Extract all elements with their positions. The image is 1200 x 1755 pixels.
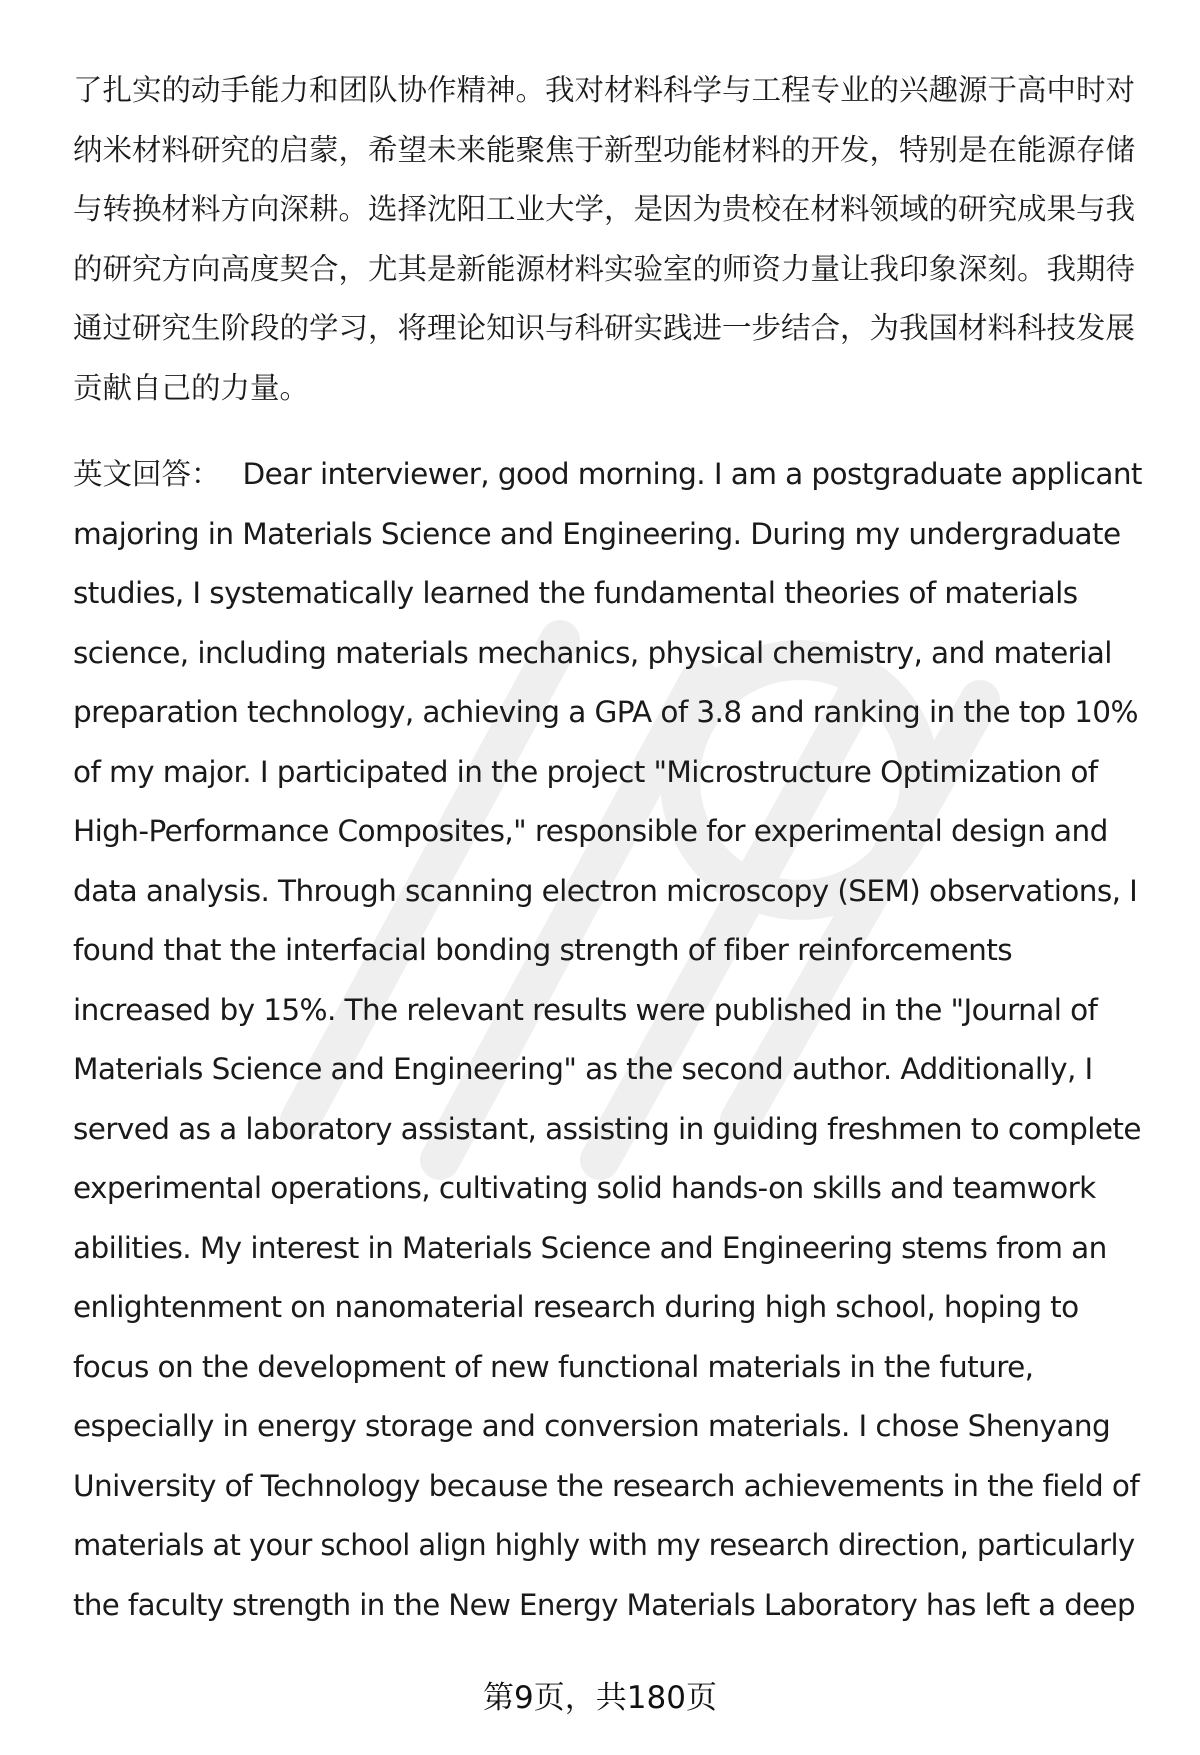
chinese-line: 纳米材料研究的启蒙，希望未来能聚焦于新型功能材料的开发，特别是在能源存储 xyxy=(73,132,1136,167)
chinese-paragraph xyxy=(73,61,1143,418)
english-line: enlightenment on nanomaterial research during high school, hoping to xyxy=(73,1290,1079,1324)
english-line: majoring in Materials Science and Engineering. During my undergraduate xyxy=(73,516,1121,551)
chinese-line: 了扎实的动手能力和团队协作精神。我对材料科学与工程专业的兴趣源于高中时对 xyxy=(73,73,1136,107)
english-line: Dear interviewer, good morning. I am a postgraduate applicant xyxy=(242,457,1142,491)
english-line: studies, I systematically learned the fundamental theories of materials xyxy=(73,576,1078,610)
english-line: High-Performance Composites," responsible for experimental design and xyxy=(73,814,1108,848)
english-line: especially in energy storage and conversion materials. I chose Shenyang xyxy=(73,1409,1111,1443)
english-line: found that the interfacial bonding strength of fiber reinforcements xyxy=(73,933,1012,967)
english-line: science, including materials mechanics, physical chemistry, and material xyxy=(73,635,1112,670)
english-line: of my major. I participated in the project "Microstructure Optimization of xyxy=(73,754,1098,789)
english-line: the faculty strength in the New Energy Materials Laboratory has left a deep xyxy=(73,1587,1135,1622)
english-line: materials at your school align highly with my research direction, particularly xyxy=(73,1528,1135,1562)
english-line: preparation technology, achieving a GPA of 3.8 and ranking in the top 10% xyxy=(73,695,1138,729)
chinese-line: 通过研究生阶段的学习，将理论知识与科研实践进一步结合，为我国材料科技发展 xyxy=(73,311,1136,345)
english-line: data analysis. Through scanning electron microscopy (SEM) observations, I xyxy=(73,873,1138,908)
english-first-line xyxy=(73,445,1143,505)
english-line: Materials Science and Engineering" as the second author. Additionally, I xyxy=(73,1052,1093,1086)
english-line: increased by 15%. The relevant results were published in the "Journal of xyxy=(73,992,1098,1027)
english-line: experimental operations, cultivating solid hands-on skills and teamwork xyxy=(73,1171,1096,1205)
page-number-footer: 第9页，共180页 xyxy=(483,1680,717,1716)
english-line: served as a laboratory assistant, assisting in guiding freshmen to complete xyxy=(73,1111,1141,1146)
chinese-line: 与转换材料方向深耕。选择沈阳工业大学，是因为贵校在材料领域的研究成果与我 xyxy=(73,192,1136,226)
english-line: abilities. My interest in Materials Science and Engineering stems from an xyxy=(73,1230,1107,1265)
english-answer-label: 英文回答： xyxy=(73,457,221,491)
chinese-line: 贡献自己的力量。 xyxy=(73,370,310,405)
english-line: focus on the development of new functional materials in the future, xyxy=(73,1349,1034,1384)
english-line: University of Technology because the research achievements in the field of xyxy=(73,1468,1140,1503)
chinese-line: 的研究方向高度契合，尤其是新能源材料实验室的师资力量让我印象深刻。我期待 xyxy=(73,251,1136,286)
english-paragraph xyxy=(73,445,1143,1635)
